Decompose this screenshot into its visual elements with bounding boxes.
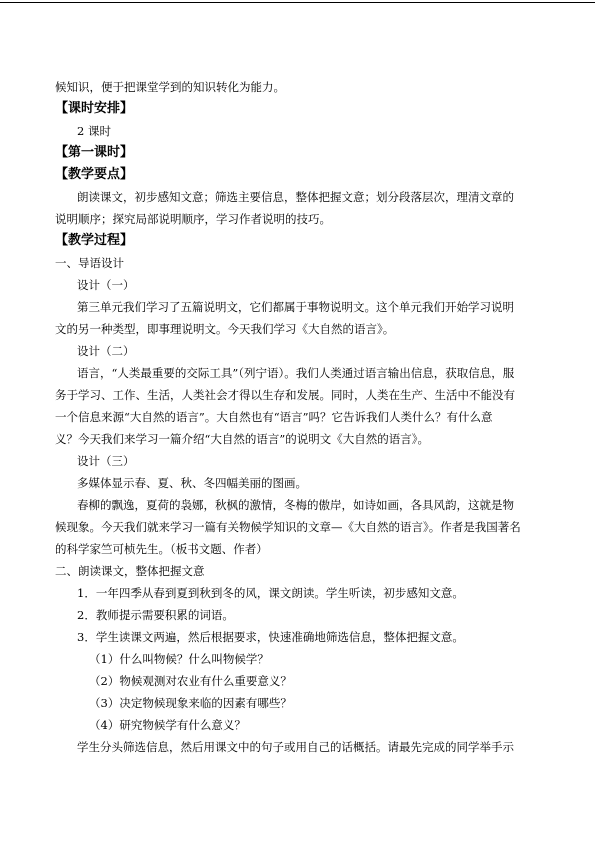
- text-line: 设计（二）: [77, 344, 135, 358]
- text-line: 一、导语设计: [55, 256, 124, 270]
- text-line: （2）物候观测对农业有什么重要意义？: [89, 674, 292, 688]
- text-line: 候现象。今天我们就来学习一篇有关物候学知识的文章—《大自然的语言》。作者是我国著名: [55, 520, 521, 534]
- text-line: 说明顺序；探究局部说明顺序，学习作者说明的技巧。: [55, 212, 331, 226]
- text-line: 语言，“人类最重要的交际工具”（列宁语）。我们人类通过语言输出信息，获取信息，服: [77, 366, 515, 380]
- document-body: [55, 76, 535, 758]
- text-line: 义？今天我们来学习一篇介绍“大自然的语言”的说明文《大自然的语言》。: [55, 432, 430, 446]
- text-line: 务于学习、工作、生活，人类社会才得以生存和发展。同时，人类在生产、生活中不能没有: [55, 388, 515, 402]
- text-line: 二、朗读课文，整体把握文意: [55, 564, 205, 578]
- text-line: 第三单元我们学习了五篇说明文，它们都属于事物说明文。这个单元我们开始学习说明: [77, 300, 514, 314]
- section-heading: 【第一课时】: [55, 145, 134, 160]
- text-line: 候知识，便于把课堂学到的知识转化为能力。: [55, 80, 285, 94]
- text-line: 1．一年四季从春到夏到秋到冬的风，课文朗读。学生听读，初步感知文意。: [77, 586, 464, 600]
- text-line: 3．学生读课文两遍，然后根据要求，快速准确地筛选信息，整体把握文意。: [77, 630, 464, 644]
- text-line: 2 课时: [77, 124, 111, 138]
- text-line: 春柳的飘逸，夏荷的袅娜，秋枫的激情，冬梅的傲岸，如诗如画，各具风韵，这就是物: [77, 498, 514, 512]
- text-line: 设计（三）: [77, 454, 135, 468]
- text-line: 的科学家竺可桢先生。（板书文题、作者）: [55, 542, 268, 556]
- page-top-rule: [0, 2, 595, 3]
- text-line: 设计（一）: [77, 278, 135, 292]
- text-line: 文的另一种类型，即事理说明文。今天我们学习《大自然的语言》。: [55, 322, 395, 336]
- text-line: （3）决定物候现象来临的因素有哪些？: [89, 696, 292, 710]
- text-line: （4）研究物候学有什么意义？: [89, 718, 246, 732]
- text-line: 学生分头筛选信息，然后用课文中的句子或用自己的话概括。请最先完成的同学举手示: [77, 740, 514, 754]
- text-line: 朗读课文，初步感知文意；筛选主要信息，整体把握文意；划分段落层次，理清文章的: [77, 190, 514, 204]
- text-line: （1）什么叫物候？什么叫物候学？: [89, 652, 269, 666]
- text-line: 2．教师提示需要积累的词语。: [77, 608, 234, 622]
- text-line: 多媒体显示春、夏、秋、冬四幅美丽的图画。: [77, 476, 307, 490]
- text-line: 一个信息来源“大自然的语言”。大自然也有“语言”吗？它告诉我们人类什么？有什么意: [55, 410, 493, 424]
- section-heading: 【教学要点】: [55, 167, 134, 182]
- section-heading: 【教学过程】: [55, 233, 134, 248]
- section-heading: 【课时安排】: [55, 101, 134, 116]
